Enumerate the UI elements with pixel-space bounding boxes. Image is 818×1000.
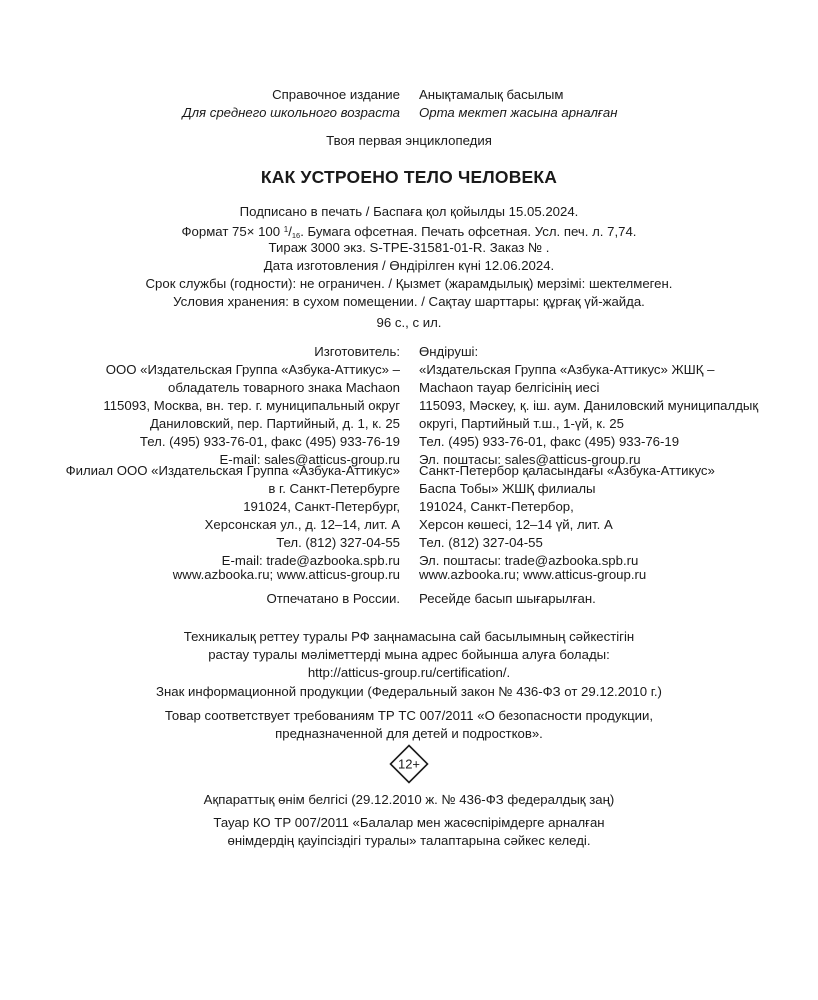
info-sign-kz: Ақпараттық өнім белгісі (29.12.2010 ж. № 436-ФЗ федералдық заң) bbox=[203, 792, 615, 807]
format-line bbox=[0, 221, 818, 239]
branch-line: Баспа Тобы» ЖШҚ филиалы bbox=[419, 481, 596, 496]
branch-line: Филиал ООО «Издательская Группа «Азбука-Аттикус» bbox=[65, 463, 400, 478]
manufacturer-line: ООО «Издательская Группа «Азбука-Аттикус» – bbox=[105, 362, 400, 377]
shelf-life: Срок службы (годности): не ограничен. / Қызмет (жарамдылық) мерзімі: шектелмеген. bbox=[145, 276, 673, 291]
book-title: КАК УСТРОЕНО ТЕЛО ЧЕЛОВЕКА bbox=[260, 167, 558, 187]
age-group-kz: Орта мектеп жасына арналған bbox=[419, 105, 618, 120]
format-numerator: 1 bbox=[283, 225, 289, 234]
manufacturer-kz bbox=[419, 343, 758, 469]
branch-line: Херсонская ул., д. 12–14, лит. А bbox=[204, 517, 400, 532]
branch-ru bbox=[66, 462, 400, 570]
age-group-ru: Для среднего школьного возраста bbox=[182, 105, 400, 120]
reference-edition-ru: Справочное издание bbox=[272, 87, 400, 102]
compliance-kz-block bbox=[0, 814, 818, 850]
branch-line: Эл. поштасы: trade@azbooka.spb.ru bbox=[419, 553, 639, 568]
signed-to-print: Подписано в печать / Баспаға қол қойылды 15.05.2024. bbox=[239, 204, 579, 219]
websites-ru: www.azbooka.ru; www.atticus-group.ru bbox=[172, 567, 400, 582]
manufacturer-ru bbox=[103, 343, 400, 469]
compliance-kz-line: Тауар КО ТР 007/2011 «Балалар мен жасөспірімдерге арналған bbox=[213, 815, 605, 830]
info-sign-ru: Знак информационной продукции (Федеральный закон № 436-ФЗ от 29.12.2010 г.) bbox=[156, 684, 662, 699]
branch-line: 191024, Санкт-Петербор, bbox=[419, 499, 574, 514]
manufacturer-line: E-mail: sales@atticus-group.ru bbox=[219, 452, 400, 467]
certification-line: растау туралы мәліметтерді мына адрес бойынша алуға болады: bbox=[208, 647, 610, 662]
diamond-icon bbox=[389, 744, 429, 784]
branch-line: 191024, Санкт-Петербург, bbox=[243, 499, 400, 514]
printed-in-kz: Ресейде басып шығарылған. bbox=[419, 591, 596, 606]
branch-line: E-mail: trade@azbooka.spb.ru bbox=[221, 553, 400, 568]
storage-conditions: Условия хранения: в сухом помещении. / Сақтау шарттары: құрғақ үй-жайда. bbox=[173, 294, 645, 309]
compliance-ru-line: Товар соответствует требованиям ТР ТС 007/2011 «О безопасности продукции, bbox=[164, 708, 654, 723]
manufacturer-line: Эл. поштасы: sales@atticus-group.ru bbox=[419, 452, 641, 467]
age-rating-badge bbox=[389, 744, 429, 784]
compliance-ru-line: предназначенной для детей и подростков». bbox=[275, 726, 543, 741]
imprint-block bbox=[0, 203, 818, 311]
header-right bbox=[419, 86, 618, 122]
compliance-ru-block bbox=[0, 707, 818, 743]
manufacturer-line: Өндіруші: bbox=[419, 344, 479, 359]
manufacturer-line: «Издательская Группа «Азбука-Аттикус» ЖШҚ – bbox=[419, 362, 715, 377]
branch-line: Тел. (812) 327-04-55 bbox=[276, 535, 400, 550]
manufacturer-line: обладатель товарного знака Machaon bbox=[168, 380, 400, 395]
branch-line: в г. Санкт-Петербурге bbox=[268, 481, 400, 496]
format-text: Формат 75× 100 bbox=[181, 224, 284, 239]
manufacturer-line: Изготовитель: bbox=[314, 344, 400, 359]
manufacturer-line: 115093, Мәскеу, қ. іш. аум. Даниловский муниципалдық bbox=[419, 398, 759, 413]
branch-line: Санкт-Петербор қаласындағы «Азбука-Аттикус» bbox=[419, 463, 715, 478]
branch-line: Херсон көшесі, 12–14 үй, лит. А bbox=[419, 517, 613, 532]
header-left bbox=[182, 86, 400, 122]
age-rating-text: 12+ bbox=[397, 756, 421, 772]
manufacture-date: Дата изготовления / Өндірілген күні 12.06.2024. bbox=[263, 258, 555, 273]
series-name: Твоя первая энциклопедия bbox=[326, 133, 492, 148]
certification-line: Техникалық реттеу туралы РФ заңнамасына сай басылымның сәйкестігін bbox=[183, 629, 635, 644]
manufacturer-line: Machaon тауар белгісінің иесі bbox=[419, 380, 600, 395]
compliance-kz-line: өнімдердің қауіпсіздігі туралы» талаптарына сәйкес келеді. bbox=[227, 833, 591, 848]
certification-block bbox=[0, 628, 818, 682]
websites-kz: www.azbooka.ru; www.atticus-group.ru bbox=[419, 567, 647, 582]
manufacturer-line: Даниловский, пер. Партийный, д. 1, к. 25 bbox=[149, 416, 400, 431]
page-count: 96 с., с ил. bbox=[376, 315, 442, 330]
manufacturer-line: Тел. (495) 933-76-01, факс (495) 933-76-19 bbox=[139, 434, 400, 449]
branch-kz bbox=[419, 462, 715, 570]
manufacturer-line: 115093, Москва, вн. тер. г. муниципальный округ bbox=[103, 398, 400, 413]
manufacturer-line: округі, Партийный т.ш., 1-үй, к. 25 bbox=[419, 416, 624, 431]
format-denominator: 16 bbox=[291, 231, 301, 240]
print-run: Тираж 3000 экз. S-TPE-31581-01-R. Заказ № . bbox=[268, 240, 550, 255]
certification-line: http://atticus-group.ru/certification/. bbox=[307, 665, 511, 680]
format-slash: / bbox=[288, 224, 292, 239]
reference-edition-kz: Анықтамалық басылым bbox=[419, 87, 564, 102]
manufacturer-line: Тел. (495) 933-76-01, факс (495) 933-76-19 bbox=[419, 434, 680, 449]
branch-line: Тел. (812) 327-04-55 bbox=[419, 535, 543, 550]
paper-print-text: . Бумага офсетная. Печать офсетная. Усл. печ. л. 7,74. bbox=[300, 224, 637, 239]
printed-in-ru: Отпечатано в России. bbox=[266, 591, 400, 606]
